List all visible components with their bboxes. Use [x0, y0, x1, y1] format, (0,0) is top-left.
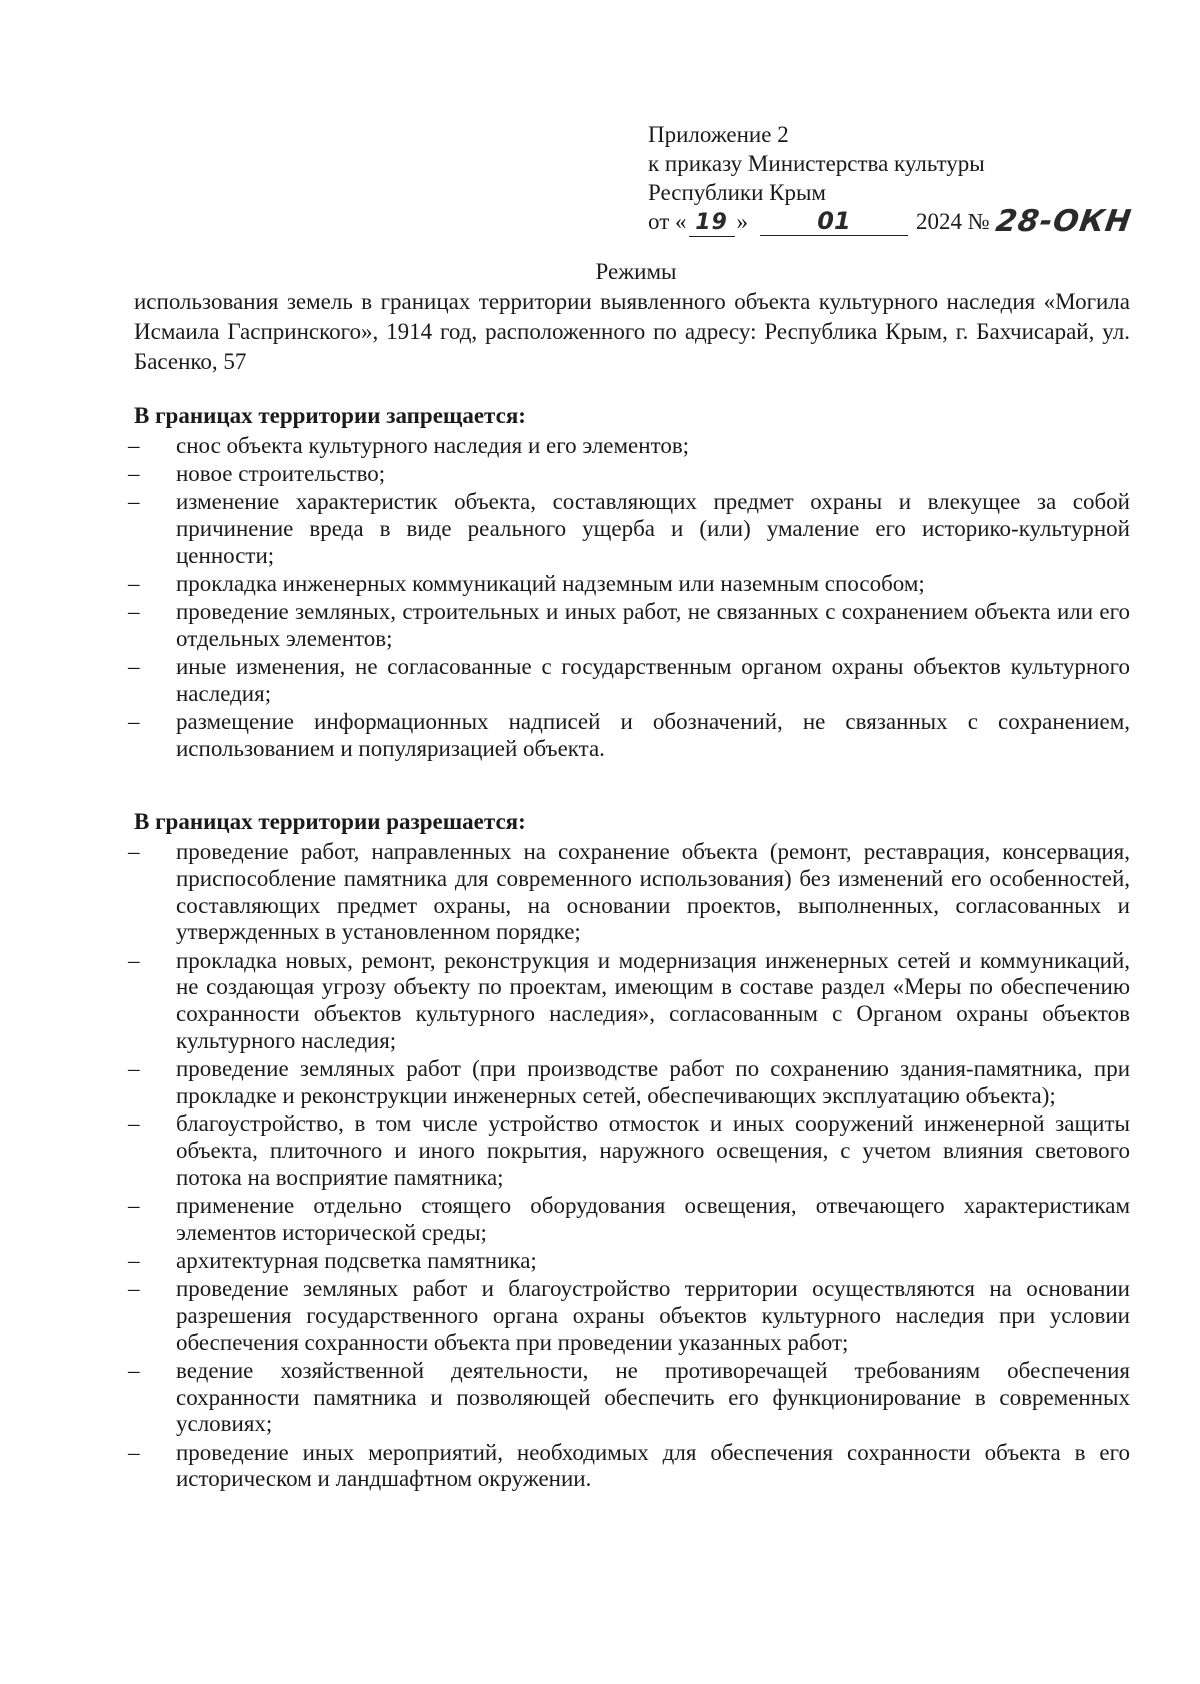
list-item-text: архитектурная подсветка памятника;	[176, 1247, 537, 1273]
list-item	[128, 1440, 1130, 1494]
list-item	[128, 571, 1130, 598]
month-field	[760, 208, 908, 236]
list-item	[128, 1276, 1130, 1356]
list-item-text: проведение иных мероприятий, необходимых для обеспечения сохранности объекта в его историческом и ландшафтном окружении.	[176, 1439, 1130, 1492]
list-item-text: проведение земляных работ и благоустройство территории осуществляются на основании разрешения государственного органа охраны объектов культурного наследия при условии обеспечения сохранности объекта при проведении указанных работ;	[176, 1276, 1130, 1355]
day-field	[689, 209, 735, 237]
handwritten-day: 19	[695, 210, 728, 235]
list-bullet: –	[128, 1111, 140, 1137]
list-bullet: –	[128, 461, 140, 487]
list-item	[128, 1248, 1130, 1275]
list-item-text: размещение информационных надписей и обозначений, не связанных с сохранением, использованием и популяризацией объекта.	[176, 709, 1130, 762]
list-item-text: проведение работ, направленных на сохранение объекта (ремонт, реставрация, консервация, приспособление памятника для современного использования) без изменений его особенностей, составляющих предмет охраны, на основании проектов, выполненных, согласованных и утвержденных в установленном порядке;	[176, 839, 1130, 945]
list-item	[128, 433, 1130, 460]
list-bullet: –	[128, 1247, 140, 1273]
list-item	[128, 1056, 1130, 1110]
list-bullet: –	[128, 839, 140, 864]
list-item	[128, 948, 1130, 1055]
list-bullet: –	[128, 599, 140, 625]
from-label: от «	[648, 209, 687, 234]
list-bullet: –	[128, 654, 140, 680]
prohibited-heading: В границах территории запрещается:	[134, 403, 526, 428]
list-item-text: проведение земляных, строительных и иных работ, не связанных с сохранением объекта или его отдельных элементов;	[176, 599, 1130, 652]
appendix-line-1: Приложение 2	[648, 122, 789, 147]
number-field	[993, 204, 1134, 239]
list-bullet: –	[128, 433, 140, 458]
appendix-header	[648, 120, 1134, 239]
list-item-text: прокладка инженерных коммуникаций надземным или наземным способом;	[176, 571, 925, 597]
list-bullet: –	[128, 571, 140, 597]
list-bullet: –	[128, 1439, 140, 1465]
list-item	[128, 654, 1130, 708]
list-item	[128, 839, 1130, 946]
list-item-text: снос объекта культурного наследия и его элементов;	[176, 433, 690, 458]
document-title: Режимы	[595, 259, 677, 284]
list-item-text: прокладка новых, ремонт, реконструкция и модернизация инженерных сетей и коммуникаций, не создающая угрозу объекту по проектам, имеющим в составе раздел «Меры по обеспечению сохранности объектов культурного наследия», согласованным с Органом охраны объектов культурного наследия;	[176, 947, 1130, 1053]
allowed-heading: В границах территории разрешается:	[134, 809, 526, 834]
list-item-text: ведение хозяйственной деятельности, не противоречащей требованиям обеспечения сохранности памятника и позволяющей обеспечить его функционирование в современных условиях;	[176, 1357, 1130, 1437]
list-item-text: новое строительство;	[176, 461, 386, 487]
order-date-line	[648, 204, 1134, 239]
close-quote: »	[736, 209, 748, 234]
list-item	[128, 599, 1130, 653]
list-item-text: применение отдельно стоящего оборудования освещения, отвечающего характеристикам элементов исторической среды;	[176, 1192, 1130, 1245]
list-item-text: иные изменения, не согласованные с государственным органом охраны объектов культурного наследия;	[176, 654, 1130, 707]
list-item	[128, 1111, 1130, 1191]
allowed-list	[128, 839, 1130, 1495]
prohibited-list	[128, 433, 1130, 764]
list-item	[128, 489, 1130, 569]
list-bullet: –	[128, 709, 140, 735]
year-number-label: 2024 №	[916, 209, 990, 234]
list-item-text: благоустройство, в том числе устройство отмосток и иных сооружений инженерной защиты объекта, плиточного и иного покрытия, наружного освещения, с учетом влияния светового потока на восприятие памятника;	[176, 1111, 1130, 1190]
list-bullet: –	[128, 1056, 140, 1082]
list-bullet: –	[128, 947, 140, 973]
list-item	[128, 709, 1130, 763]
appendix-line-3: Республики Крым	[648, 180, 826, 205]
list-item	[128, 461, 1130, 488]
list-bullet: –	[128, 1357, 140, 1383]
list-bullet: –	[128, 1276, 140, 1302]
handwritten-order-number: 28-ОКН	[993, 204, 1134, 239]
list-bullet: –	[128, 1192, 140, 1218]
list-item	[128, 1358, 1130, 1438]
document-subtitle: использования земель в границах территории выявленного объекта культурного наследия «Могила Исмаила Гаспринского», 1914 год, расположенного по адресу: Республика Крым, г. Бахчисарай, ул. Басенко, 57	[134, 289, 1130, 374]
list-item-text: проведение земляных работ (при производстве работ по сохранению здания-памятника, при прокладке и реконструкции инженерных сетей, обеспечивающих эксплуатацию объекта);	[176, 1056, 1130, 1108]
list-item	[128, 1193, 1130, 1247]
list-bullet: –	[128, 489, 140, 515]
appendix-line-2: к приказу Министерства культуры	[648, 151, 985, 176]
handwritten-month: 01	[817, 207, 851, 235]
list-item-text: изменение характеристик объекта, составляющих предмет охраны и влекущее за собой причинение вреда в виде реального ущерба и (или) умаление его историко-культурной ценности;	[176, 489, 1130, 568]
